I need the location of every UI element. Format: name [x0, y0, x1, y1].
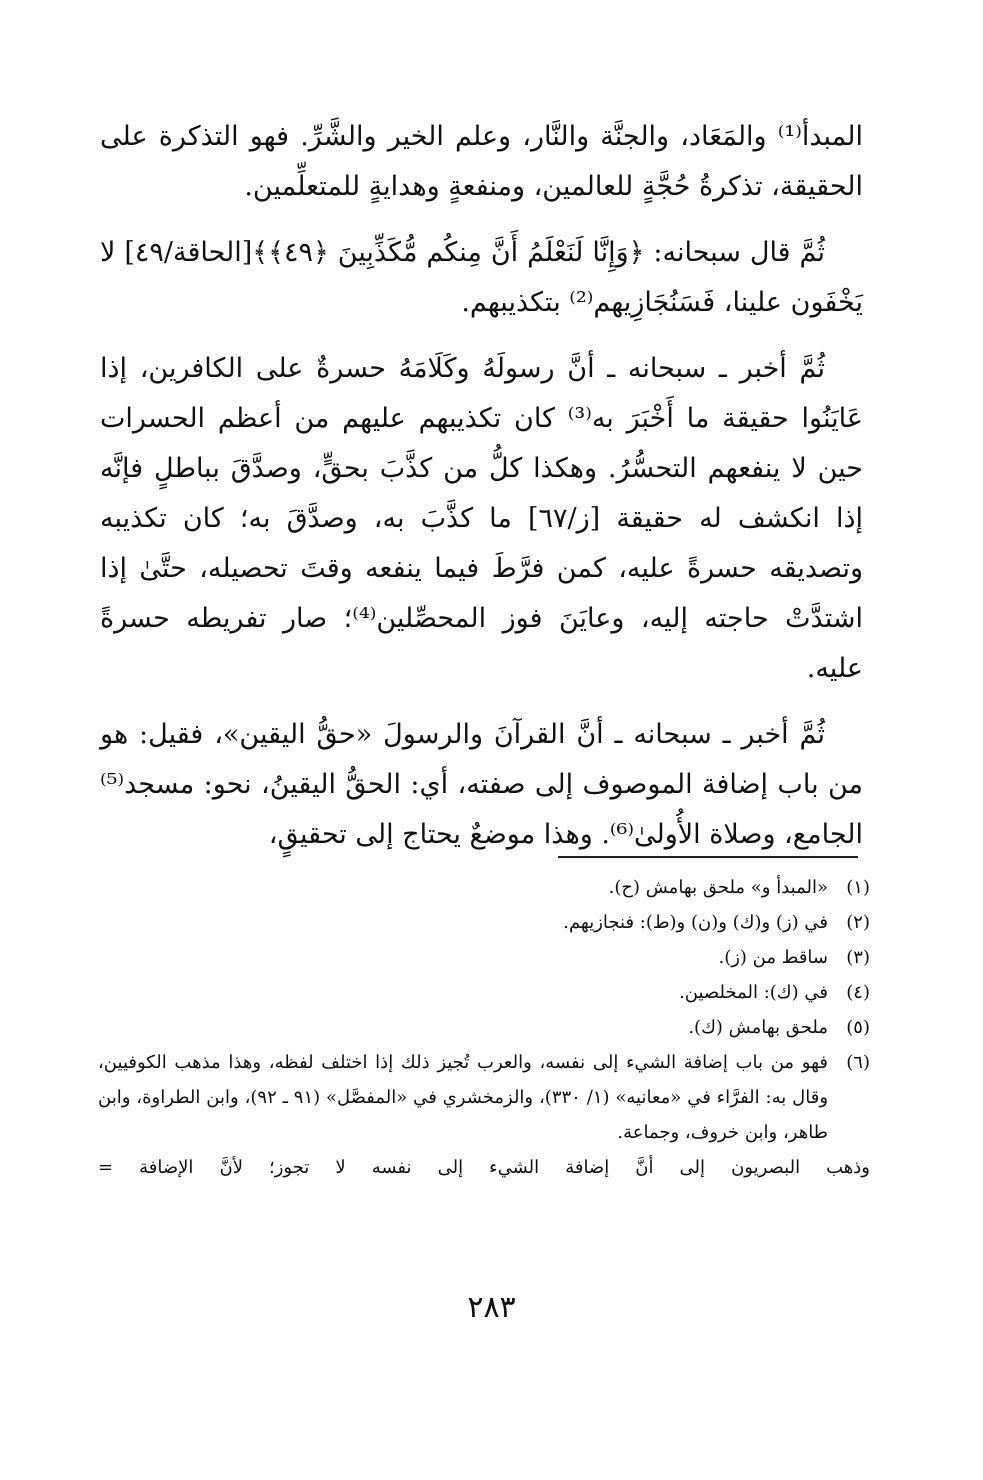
footnote-number: (٦): [846, 1052, 870, 1073]
footnote-item: [98, 975, 870, 1010]
footnote-item: [98, 940, 870, 975]
footnote-number: (٣): [846, 947, 870, 968]
footnote-continuation: وذهب البصريون إلى أنَّ إضافة الشيء إلى نفسه لا تجوز؛ لأنَّ الإضافة =: [98, 1157, 870, 1178]
footnote-item: [98, 1045, 870, 1150]
body-paragraph: ثُمَّ أخبر ـ سبحانه ـ أنَّ القرآنَ والرسولَ «حقُّ اليقين»، فقيل: هو من باب إضافة الموصوف إلى صفته، أي: الحقُّ اليقينُ، نحو: مسجد⁽⁵⁾ الجامع، وصلاة الأُولىٰ⁽⁶⁾. وهذا موضعٌ يحتاج إلى تحقيقٍ،: [100, 719, 863, 850]
footnote-number: (٤): [846, 982, 870, 1003]
body-paragraph: ثُمَّ قال سبحانه: ﴿وَإِنَّا لَنَعْلَمُ أَنَّ مِنكُم مُّكَذِّبِينَ ﴿٤٩﴾﴾[الحاقة/٤٩] لا يَخْفَون علينا، فَسَنُجَازِيهم⁽²⁾ بتكذيبهم.: [100, 237, 863, 318]
footnote-text: ملحق بهامش (ك).: [688, 1017, 828, 1038]
footnote-number: (٢): [846, 912, 870, 933]
footnote-item: [98, 905, 870, 940]
footnote-text: «المبدأ و» ملحق بهامش (ح).: [608, 877, 828, 898]
body-paragraph: ثُمَّ أخبر ـ سبحانه ـ أنَّ رسولَهُ وكَلَامَهُ حسرةٌ على الكافرين، إذا عَايَنُوا حقيقة ما أَخْبَرَ به⁽³⁾ كان تكذيبهم عليهم من أعظم الحسرات حين لا ينفعهم التحسُّرُ. وهكذا كلُّ من كذَّبَ بحقٍّ، وصدَّقَ بباطلٍ فإنَّه إذا انكشف له حقيقة [ز/٦٧] ما كذَّبَ به، وصدَّقَ به؛ كان تكذيبه وتصديقه حسرةً عليه، كمن فرَّطَ فيما ينفعه وقتَ تحصيله، حتَّىٰ إذا اشتدَّتْ حاجته إليه، وعايَنَ فوز المحصِّلين⁽⁴⁾؛ صار تفريطه حسرةً عليه.: [100, 353, 863, 684]
footnote-item: [98, 870, 870, 905]
footnote-text: في (ك): المخلصين.: [679, 982, 828, 1003]
footnote-item: [98, 1010, 870, 1045]
main-text: [100, 112, 863, 876]
footnotes: [98, 870, 870, 1185]
footnote-text: فهو من باب إضافة الشيء إلى نفسه، والعرب تُجيز ذلك إذا اختلف لفظه، وهذا مذهب الكوفيين، وقال به: الفرَّاء في «معانيه» (١/ ٣٣٠)، والزمخشري في «المفصَّل» (٩١ ـ ٩٢)، وابن الطراوة، وابن طاهر، وابن خروف، وجماعة.: [98, 1052, 829, 1143]
footnote-number: (١): [846, 877, 870, 898]
footnote-text: في (ز) و(ك) و(ن) و(ط): فنجازيهم.: [563, 912, 828, 933]
footnote-number: (٥): [846, 1017, 870, 1038]
page-number: ٢٨٣: [467, 1290, 516, 1325]
body-paragraph: المبدأ⁽¹⁾ والمَعَاد، والجنَّة والنَّار، وعلم الخير والشَّرِّ. فهو التذكرة على الحقيقة، تذكرةُ حُجَّةٍ للعالمين، ومنفعةٍ وهدايةٍ للمتعلِّمين.: [100, 121, 863, 202]
footnote-text: ساقط من (ز).: [718, 947, 828, 968]
footnote-divider: [558, 856, 858, 858]
